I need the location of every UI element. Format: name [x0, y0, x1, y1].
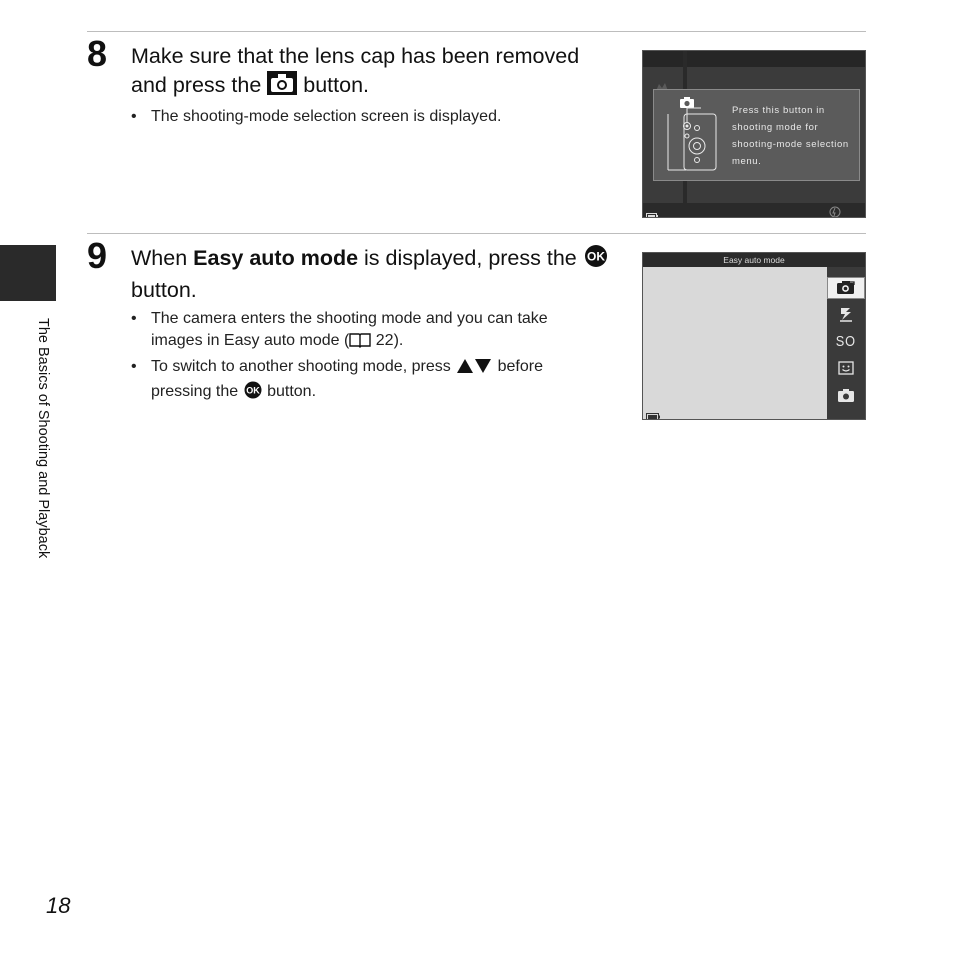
bullet-item: [131, 106, 601, 128]
step-number: 9: [87, 235, 108, 276]
step-title-text: is displayed, press the: [364, 246, 577, 270]
scene-icon[interactable]: [833, 303, 859, 325]
bullet-text: [151, 356, 601, 406]
bullet-text: [151, 308, 601, 355]
bullet-text-part: ).: [393, 332, 404, 349]
smart-portrait-icon[interactable]: [833, 357, 859, 379]
bullet-text-part: button.: [267, 383, 317, 400]
step-title: [131, 42, 621, 103]
camera-screen-mode-selection: [642, 252, 866, 420]
section-divider: [87, 233, 866, 234]
bullet-dot: •: [131, 310, 137, 327]
bullet-item: [131, 308, 601, 355]
page-number: 18: [46, 893, 71, 918]
bullet-item: [131, 356, 601, 406]
help-message: Press this button in shooting mode for shooting-mode selection menu.: [732, 105, 849, 167]
step-number: 8: [87, 33, 108, 74]
bullet-dot: •: [131, 358, 137, 375]
step-title-text: button.: [131, 278, 197, 302]
section-divider: [87, 31, 866, 32]
chapter-label: The Basics of Shooting and Playback: [35, 318, 51, 559]
camera-icon: [267, 71, 297, 103]
special-effects-icon[interactable]: SO: [835, 332, 857, 350]
bullet-text-part: The camera enters the shooting mode and you can take images in Easy auto mode (: [151, 310, 548, 349]
ok-button-icon: [583, 244, 609, 276]
page-reference: 22: [375, 332, 394, 349]
battery-icon: [646, 408, 660, 420]
svg-text:OK: OK: [586, 249, 605, 264]
flash-status-icon: [829, 205, 841, 218]
step-title-bold: Easy auto mode: [193, 246, 359, 270]
bullet-text-part: To switch to another shooting mode, press: [151, 358, 451, 375]
svg-text:OK: OK: [245, 385, 260, 396]
bullet-dot: •: [131, 108, 137, 125]
battery-icon: [646, 207, 658, 218]
step-title: [131, 244, 621, 305]
screen-title: Easy auto mode: [723, 255, 785, 265]
bullet-text: The shooting-mode selection screen is displayed.: [151, 108, 502, 125]
chapter-tab: [0, 245, 56, 301]
bullet-text-part: before pressing the: [151, 358, 543, 400]
screen-top-band: [643, 51, 865, 67]
camera-screen-shooting-mode-hint: [642, 50, 866, 218]
step-title-text: When: [131, 246, 188, 270]
camera-back-diagram-icon: [666, 106, 718, 177]
step-title-text: button.: [303, 73, 369, 97]
book-reference-icon: [349, 332, 371, 355]
easy-auto-icon[interactable]: [833, 277, 859, 299]
step-title-text: Make sure that the lens cap has been removed and press the: [131, 44, 580, 97]
ok-button-icon: [243, 381, 263, 406]
auto-mode-icon[interactable]: [833, 384, 859, 406]
up-down-arrows-icon: [455, 358, 493, 381]
help-panel: [653, 89, 860, 181]
